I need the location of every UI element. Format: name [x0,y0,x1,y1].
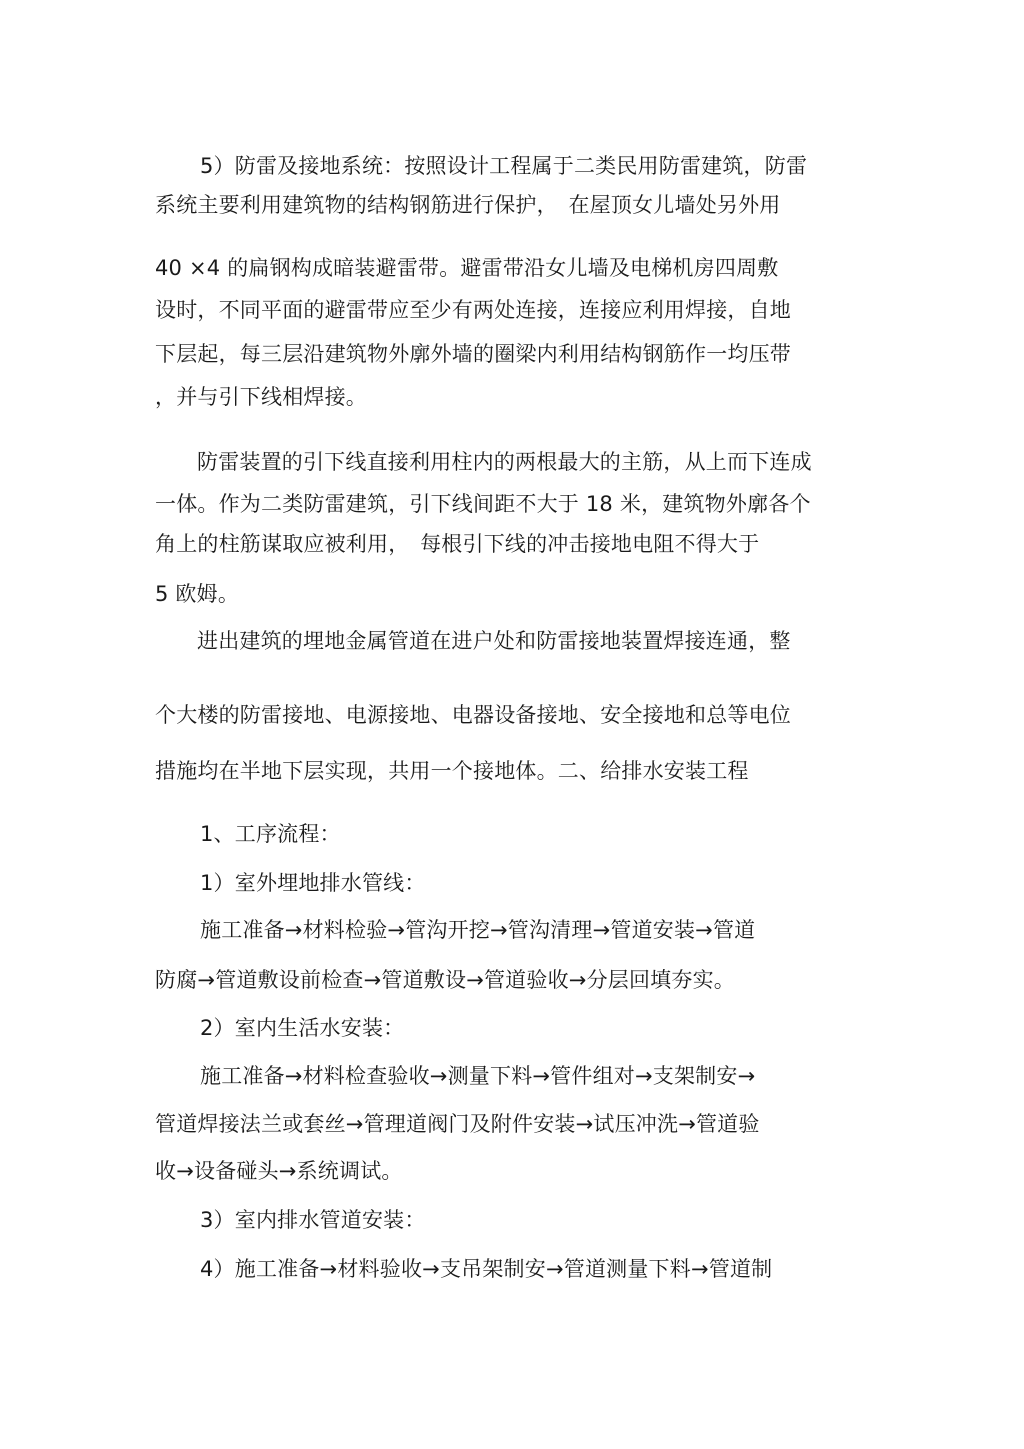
text-line-4: 设时，不同平面的避雷带应至少有两处连接，连接应利用焊接，自地 [155,298,791,322]
text-line-19: 施工准备→材料检查验收→测量下料→管件组对→支架制安→ [200,1064,756,1088]
text-line-17: 防腐→管道敷设前检查→管道敷设→管道验收→分层回填夯实。 [155,968,735,992]
text-line-23: 4）施工准备→材料验收→支吊架制安→管道测量下料→管道制 [200,1257,773,1281]
text-line-11: 进出建筑的埋地金属管道在进户处和防雷接地装置焊接连通，整 [197,629,791,653]
text-line-9: 角上的柱筋谋取应被利用， 每根引下线的冲击接地电阻不得大于 [155,532,760,556]
text-line-21: 收→设备碰头→系统调试。 [155,1159,403,1183]
text-line-13: 措施均在半地下层实现，共用一个接地体。二、给排水安装工程 [155,759,749,783]
text-line-2: 系统主要利用建筑物的结构钢筋进行保护， 在屋顶女儿墙处另外用 [155,193,781,217]
text-line-16: 施工准备→材料检验→管沟开挖→管沟清理→管道安装→管道 [200,918,756,942]
text-line-15: 1）室外埋地排水管线： [200,871,426,895]
text-line-20: 管道焊接法兰或套丝→管理道阀门及附件安装→试压冲洗→管道验 [155,1112,760,1136]
text-line-3: 40 ×4 的扁钢构成暗装避雷带。避雷带沿女儿墙及电梯机房四周敷 [155,256,779,280]
text-line-14: 1、工序流程： [200,822,341,846]
text-line-22: 3）室内排水管道安装： [200,1208,426,1232]
text-line-18: 2）室内生活水安装： [200,1016,405,1040]
text-line-1: 5）防雷及接地系统：按照设计工程属于二类民用防雷建筑，防雷 [200,154,808,178]
text-line-10: 5 欧姆。 [155,582,240,606]
text-line-7: 防雷装置的引下线直接利用柱内的两根最大的主筋，从上而下连成 [197,450,812,474]
text-line-12: 个大楼的防雷接地、电源接地、电器设备接地、安全接地和总等电位 [155,703,791,727]
text-line-8: 一体。作为二类防雷建筑，引下线间距不大于 18 米，建筑物外廓各个 [155,492,811,516]
text-line-5: 下层起，每三层沿建筑物外廓外墙的圈梁内利用结构钢筋作一均压带 [155,342,791,366]
text-line-6: ，并与引下线相焊接。 [155,385,367,409]
